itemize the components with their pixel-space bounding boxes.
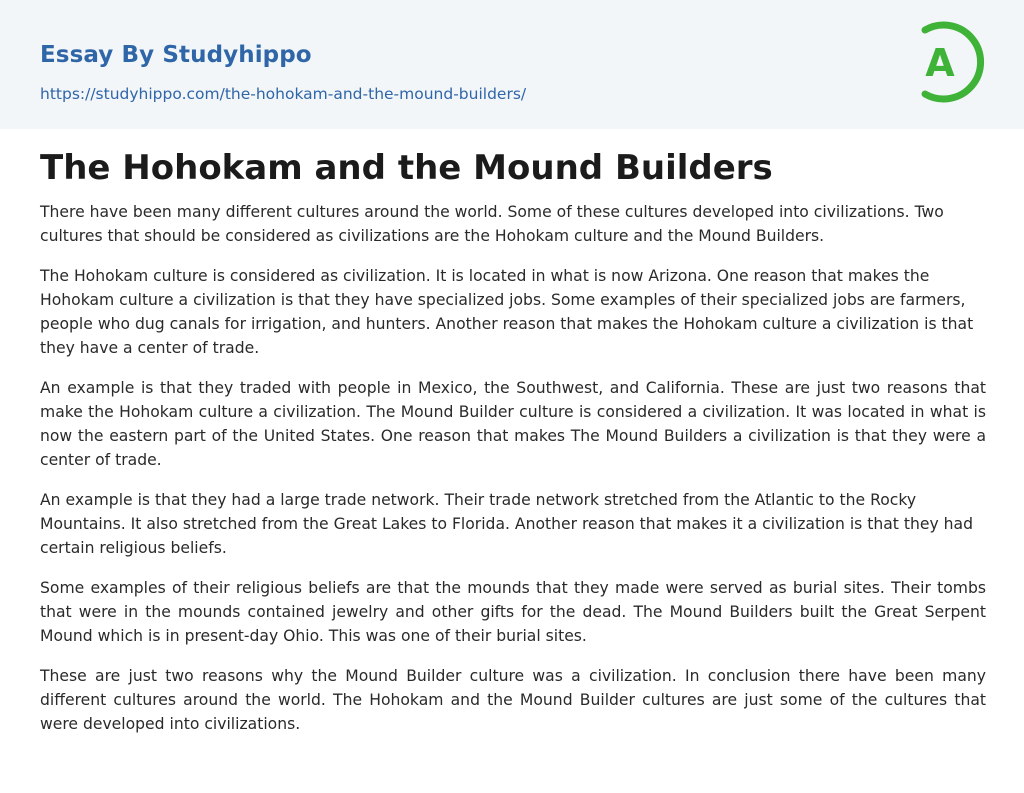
- studyhippo-logo-icon[interactable]: [912, 18, 988, 106]
- essay-paragraph: Some examples of their religious beliefs are that the mounds that they made were served as burial sites. Their tombs that were in the mounds contained jewelry and other gifts for the dead. The Mound Builders built the Great Serpent Mound which is in present-day Ohio. This was one of their burial sites.: [40, 579, 986, 645]
- logo-letter: A: [925, 41, 955, 85]
- essay-title: The Hohokam and the Mound Builders: [40, 148, 773, 188]
- essay-paragraph: The Hohokam culture is considered as civilization. It is located in what is now Arizona. One reason that makes the Hohokam culture a civilization is that they have specialized jobs. Some examples of their specialized jobs are farmers, people who dug canals for irrigation, and hunters. Another reason that makes the Hohokam culture a civilization is that they have a center of trade.: [40, 267, 974, 357]
- essay-paragraph: An example is that they traded with people in Mexico, the Southwest, and California. These are just two reasons that make the Hohokam culture a civilization. The Mound Builder culture is considered a civilization. It was located in what is now the eastern part of the United States. One reason that makes The Mound Builders a civilization is that they were a center of trade.: [40, 379, 986, 469]
- site-header: [0, 0, 1024, 129]
- essay-body: [40, 200, 986, 752]
- essay-paragraph: There have been many different cultures around the world. Some of these cultures developed into civilizations. Two cultures that should be considered as civilizations are the Hohokam culture and the Mound Builders.: [40, 203, 944, 245]
- essay-paragraph: An example is that they had a large trade network. Their trade network stretched from the Atlantic to the Rocky Mountains. It also stretched from the Great Lakes to Florida. Another reason that makes it a civilization is that they had certain religious beliefs.: [40, 491, 973, 557]
- site-brand[interactable]: Essay By Studyhippo: [40, 42, 312, 68]
- essay-paragraph: These are just two reasons why the Mound Builder culture was a civilization. In conclusion there have been many different cultures around the world. The Hohokam and the Mound Builder cultures are just some of the cultures that were developed into civilizations.: [40, 667, 986, 733]
- source-url-link[interactable]: https://studyhippo.com/the-hohokam-and-the-mound-builders/: [40, 85, 527, 103]
